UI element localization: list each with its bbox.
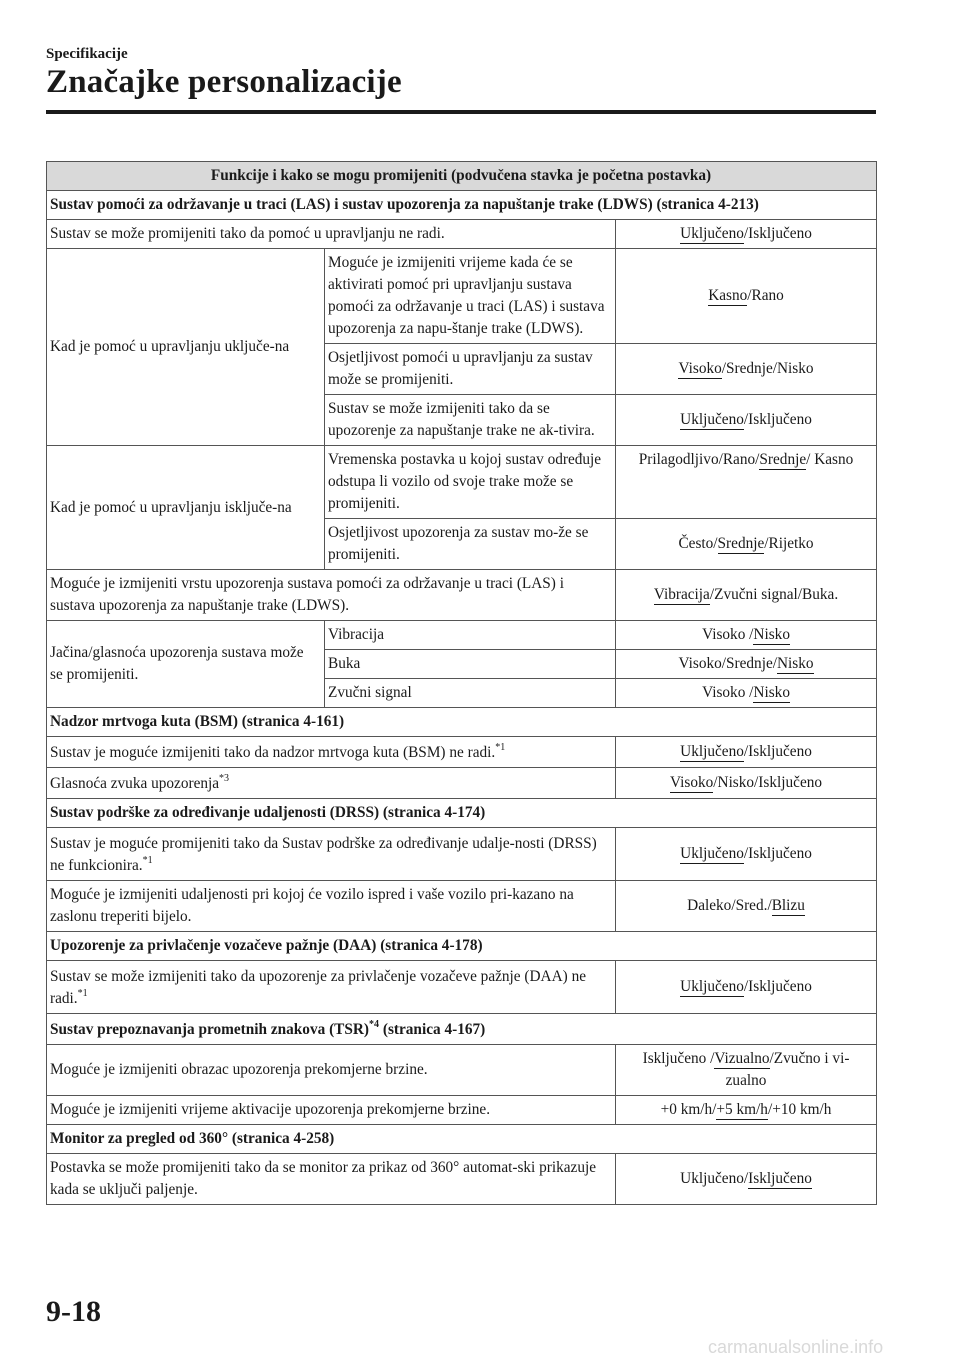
section-row-monitor [47,1125,877,1154]
watermark[interactable]: carmanualsonline.info [708,1337,884,1357]
setting-options: Uključeno/Isključeno [616,395,877,446]
table-row [47,961,877,1014]
section-row-daa [47,932,877,961]
setting-options: Daleko/Sred./Blizu [616,881,877,932]
section-title-daa: Upozorenje za privlačenje vozačeve pažnje (DAA) (stranica 4-178) [47,932,877,961]
section-title-tsr: Sustav prepoznavanja prometnih znakova (TSR)$^{*4}$ (stranica 4-167) [47,1014,877,1045]
setting-description: Moguće je izmijeniti udaljenosti pri kojoj će vozilo ispred i vaše vozilo pri-kazano na zaslonu treperiti bijelo. [47,881,616,932]
group-label-volume: Jačina/glasnoća upozorenja sustava može se promijeniti. [47,621,325,708]
setting-options: Uključeno/Isključeno [616,828,877,881]
setting-description: Buka [325,650,616,679]
setting-options: Vibracija/Zvučni signal/Buka. [616,570,877,621]
footnote-mark: *1 [77,987,88,999]
table-row [47,446,877,519]
table-header-row [47,162,877,191]
group-label-off: Kad je pomoć u upravljanju isključe-na [47,446,325,570]
footnote-mark: *4 [369,1018,380,1030]
setting-options: Prilagodljivo/Rano/Srednje/ Kasno [616,446,877,519]
table-row [47,737,877,768]
default-option: Visoko [678,360,722,377]
setting-options: Isključeno /Vizualno/Zvučno i vi-zualno [616,1045,877,1096]
table-row [47,1045,877,1096]
setting-description: Osjetljivost upozorenja za sustav mo-že se promijeniti. [325,519,616,570]
section-row-drss [47,799,877,828]
section-row-tsr [47,1014,877,1045]
setting-options: Uključeno/Isključeno [616,961,877,1014]
default-option: Uključeno [680,225,744,242]
setting-options: Visoko/Nisko/Isključeno [616,768,877,799]
setting-description: Sustav se može izmijeniti tako da upozorenje za privlačenje vozačeve pažnje (DAA) ne radi.$^{*1}$ [47,961,616,1014]
section-label: Specifikacije [46,46,128,62]
footnote-mark: *1 [142,854,153,866]
title-rule [46,110,876,114]
personalization-table [46,161,877,1205]
setting-description: Postavka se može promijeniti tako da se monitor za prikaz od 360° automat-ski prikazuje kada se uključi paljenje. [47,1154,616,1205]
section-row-bsm [47,708,877,737]
section-title-bsm: Nadzor mrtvoga kuta (BSM) (stranica 4-161) [47,708,877,737]
setting-description: Vibracija [325,621,616,650]
setting-description: Moguće je izmijeniti vrijeme aktivacije upozorenja prekomjerne brzine. [47,1096,616,1125]
default-option: Vizualno [714,1050,770,1067]
default-option: Kasno [708,287,748,304]
section-title-las: Sustav pomoći za održavanje u traci (LAS) i sustav upozorenja za napuštanje trake (LDWS) (stranica 4-213) [47,191,877,220]
default-option: Isključeno [748,1170,812,1187]
default-option: Visoko [669,774,714,791]
setting-options: Često/Srednje/Rijetko [616,519,877,570]
table-row [47,1154,877,1205]
setting-options: Visoko /Nisko [616,679,877,708]
default-option: Blizu [771,897,805,914]
setting-description: Zvučni signal [325,679,616,708]
setting-description: Moguće je izmijeniti vrstu upozorenja sustava pomoći za održavanje u traci (LAS) i sustava upozorenja za napuštanje trake (LDWS). [47,570,616,621]
table-row [47,768,877,799]
default-option: Uključeno [680,978,744,995]
section-title-monitor: Monitor za pregled od 360° (stranica 4-258) [47,1125,877,1154]
setting-description: Sustav je moguće izmijeniti tako da nadzor mrtvoga kuta (BSM) ne radi.$^{*1}$ [47,737,616,768]
page-number: 9-18 [46,1295,101,1328]
default-option: Nisko [777,655,814,672]
page-title: Značajke personalizacije [46,64,402,100]
default-option: Srednje [717,535,765,552]
default-option: Uključeno [680,743,744,760]
setting-description: Sustav je moguće promijeniti tako da Sustav podrške za određivanje udalje-nosti (DRSS) ne funkcionira.$^{*1}$ [47,828,616,881]
table-row [47,249,877,344]
table-row [47,1096,877,1125]
setting-description: Glasnoća zvuka upozorenja$^{*3}$ [47,768,616,799]
default-option: Uključeno [680,411,744,428]
default-option: +5 km/h [716,1101,768,1118]
setting-options: +0 km/h/+5 km/h/+10 km/h [616,1096,877,1125]
default-option: Nisko [753,626,790,643]
default-option: Uključeno [680,845,744,862]
setting-description: Moguće je izmijeniti obrazac upozorenja prekomjerne brzine. [47,1045,616,1096]
setting-options: Kasno/Rano [616,249,877,344]
group-label-on: Kad je pomoć u upravljanju uključe-na [47,249,325,446]
table-header: Funkcije i kako se mogu promijeniti (podvučena stavka je početna postavka) [47,162,877,191]
setting-description: Vremenska postavka u kojoj sustav određuje odstupa li vozilo od svoje trake može se promijeniti. [325,446,616,519]
setting-description: Sustav se može promijeniti tako da pomoć u upravljanju ne radi. [47,220,616,249]
setting-options: Visoko/Srednje/Nisko [616,344,877,395]
section-title-drss: Sustav podrške za određivanje udaljenosti (DRSS) (stranica 4-174) [47,799,877,828]
footnote-mark: *3 [219,772,230,784]
setting-description: Moguće je izmijeniti vrijeme kada će se aktivirati pomoć pri upravljanju sustava pomoći za održavanje u traci (LAS) i sustava upozorenja za napu-štanje trake (LDWS). [325,249,616,344]
setting-options: Visoko /Nisko [616,621,877,650]
table-row [47,621,877,650]
section-row-las [47,191,877,220]
footnote-mark: *1 [495,741,506,753]
default-option: Vibracija [653,586,710,603]
setting-options: Uključeno/Isključeno [616,1154,877,1205]
table-row [47,828,877,881]
table-row [47,881,877,932]
setting-options: Visoko/Srednje/Nisko [616,650,877,679]
setting-description: Osjetljivost pomoći u upravljanju za sustav može se promijeniti. [325,344,616,395]
setting-options: Uključeno/Isključeno [616,220,877,249]
table-row [47,220,877,249]
table-row [47,570,877,621]
setting-description: Sustav se može izmijeniti tako da se upozorenje za napuštanje trake ne ak-tivira. [325,395,616,446]
default-option: Srednje [759,451,807,468]
setting-options: Uključeno/Isključeno [616,737,877,768]
default-option: Nisko [753,684,790,701]
